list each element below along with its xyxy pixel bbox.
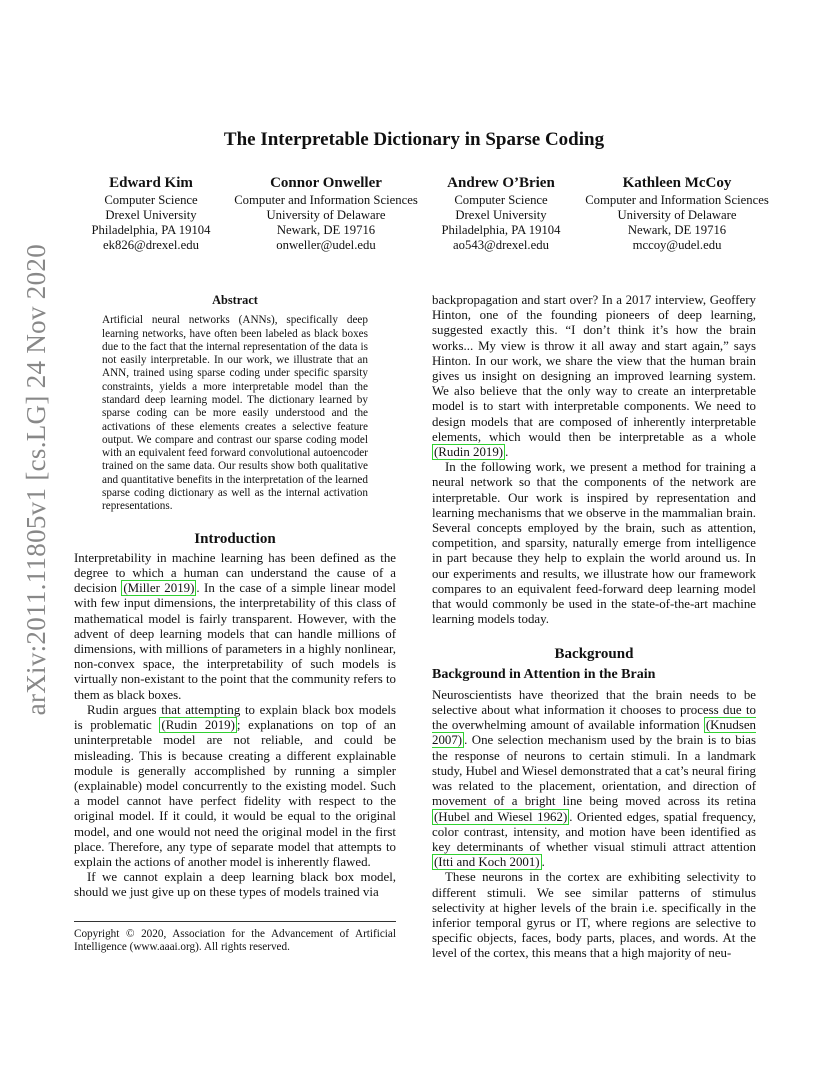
author-email: onweller@udel.edu: [276, 238, 376, 252]
intro-paragraph-1: Interpretability in machine learning has been defined as the degree to which a human can understand the cause of a decision (Miller 2019) . In the case of a simple linear model with few input dimensions, the interpretability of this class of mathematical model is fairly transparent. However, with the advent of deep learning models that can handle millions of dimensions, with millions of parameters in a highly nonlinear, non-convex space, the interpretability of such models is virtually non-existant to the point that the community refers to them as black boxes.: [74, 550, 396, 702]
author-name: Edward Kim: [109, 175, 193, 191]
continued-paragraph: backpropagation and start over? In a 2017 interview, Geoffery Hinton, one of the founding pioneers of deep learning, suggested exactly this. “I don’t think it’s how the brain works... My view is throw it all away and start again,” says Hinton. In our work, we share the view that the human brain gives us insight on designing an improved learning system. We also believe that the only way to create an interpretable model is to start with interpretable components. We need to design models that are composed of inherently interpretable elements, which would then be interpretable as a whole (Rudin 2019) .: [432, 293, 756, 460]
background-heading: Background: [554, 646, 634, 663]
intro-paragraph-3: If we cannot explain a deep learning black box model, should we just give up on these types of models trained via: [74, 870, 396, 900]
author-email: ao543@drexel.edu: [453, 238, 549, 252]
citation-link[interactable]: (Rudin 2019): [434, 445, 504, 460]
author-dept: Computer and Information Sciences: [585, 193, 769, 207]
citation-link[interactable]: (Hubel and Wiesel 1962): [434, 809, 568, 824]
author-name: Andrew O’Brien: [447, 175, 555, 191]
attention-subheading: Background in Attention in the Brain: [432, 666, 656, 682]
author-address: Newark, DE 19716: [276, 223, 376, 237]
author-email: mccoy@udel.edu: [632, 238, 722, 252]
left-column: [74, 293, 396, 901]
author-4: [576, 175, 778, 253]
author-affiliation: University of Delaware: [617, 208, 737, 222]
citation-link[interactable]: (Rudin 2019): [161, 718, 235, 733]
citation-link[interactable]: (Knudsen 2007): [432, 718, 756, 748]
abstract-heading: Abstract: [212, 293, 258, 307]
arxiv-id-text: arXiv:2011.11805v1 [cs.LG] 24 Nov 2020: [20, 244, 51, 716]
author-address: Philadelphia, PA 19104: [441, 223, 561, 237]
author-dept: Computer Science: [454, 193, 548, 207]
background-paragraph-2: These neurons in the cortex are exhibiting selectivity to different stimuli. We see similar patterns of stimulus selectivity at higher levels of the brain i.e. specifically in the inferior temporal gyrus or IT, where regions are selective to specific objects, faces, body parts, places, and words. At the level of the cortex, this means that a high majority of neu-: [432, 870, 756, 961]
following-work-paragraph: In the following work, we present a method for training a neural network so that the components of the network are interpretable. Our work is inspired by representation and learning mechanisms that we observe in the mammalian brain. Several concepts employed by the brain, such as attention, competition, and sparsity, naturally emerge from intelligence in part because they help to explain the world around us. In our experiments and results, we illustrate how our framework compares to an equivalent feed-forward deep learning model that would commonly be used in the state-of-the-art machine learning models today.: [432, 460, 756, 627]
author-name: Kathleen McCoy: [622, 175, 732, 191]
citation-link[interactable]: (Miller 2019): [123, 581, 195, 596]
abstract-text: Artificial neural networks (ANNs), specifically deep learning networks, have often been labeled as black boxes due to the fact that the internal representation of the data is not easily interpretable. In our work, we illustrate that an ANN, trained using sparse coding under specific sparsity constraints, yields a more interpretable model than the standard deep learning model. The dictionary learned by sparse coding can be more easily understood and the activations of these elements creates a selective feature output. We compare and contrast our sparse coding model with an equivalent feed forward convolutional autoencoder trained on the same data. Our results show both qualitative and quantitative benefits in the interpretation of the learned sparse coding dictionary as well as the internal activation representations.: [102, 314, 368, 513]
author-1: [84, 175, 218, 253]
copyright-footnote: Copyright © 2020, Association for the Advancement of Artificial Intelligence (www.aaai.org). All rights reserved.: [74, 921, 396, 955]
introduction-heading: Introduction: [194, 530, 276, 547]
intro-paragraph-2: Rudin argues that attempting to explain black box models is problematic (Rudin 2019) ; explanations on top of an uninterpretable model are not reliable, and could be misleading. This is because creating a different explainable module is generally accomplished by running a simpler (explainable) model concurrently to the existing model. Such a model cannot have perfect fidelity with respect to the original model. If it could, it would be equal to the original model, and one would not need the original model in the first place. Therefore, any type of separate model that attempts to explain the actions of another model is inherently flawed.: [74, 702, 396, 869]
author-dept: Computer and Information Sciences: [234, 193, 418, 207]
arxiv-identifier: [19, 244, 53, 716]
paper-title: The Interpretable Dictionary in Sparse Coding: [223, 129, 605, 150]
background-paragraph-1: Neuroscientists have theorized that the brain needs to be selective about what information it chooses to process due to the overwhelming amount of available information (Knudsen 2007) . One selection mechanism used by the brain is to bias the response of neurons to certain stimuli. In a landmark study, Hubel and Wiesel demonstrated that a cat’s neural firing was related to the placement, orientation, and direction of movement of a bright line being moved across its retina (Hubel and Wiesel 1962) . Oriented edges, spatial frequency, color contrast, intensity, and motion have been identified as key determinants of whether visual stimuli attract attention (Itti and Koch 2001) .: [432, 687, 756, 870]
author-address: Newark, DE 19716: [627, 223, 727, 237]
author-3: [434, 175, 568, 253]
author-2: [226, 175, 426, 253]
author-affiliation: Drexel University: [105, 208, 197, 222]
author-block: [0, 175, 828, 255]
author-dept: Computer Science: [104, 193, 198, 207]
author-name: Connor Onweller: [270, 175, 382, 191]
author-affiliation: Drexel University: [455, 208, 547, 222]
author-address: Philadelphia, PA 19104: [91, 223, 211, 237]
author-affiliation: University of Delaware: [266, 208, 386, 222]
citation-link[interactable]: (Itti and Koch 2001): [434, 855, 540, 870]
author-email: ek826@drexel.edu: [103, 238, 199, 252]
right-column: [432, 293, 756, 962]
